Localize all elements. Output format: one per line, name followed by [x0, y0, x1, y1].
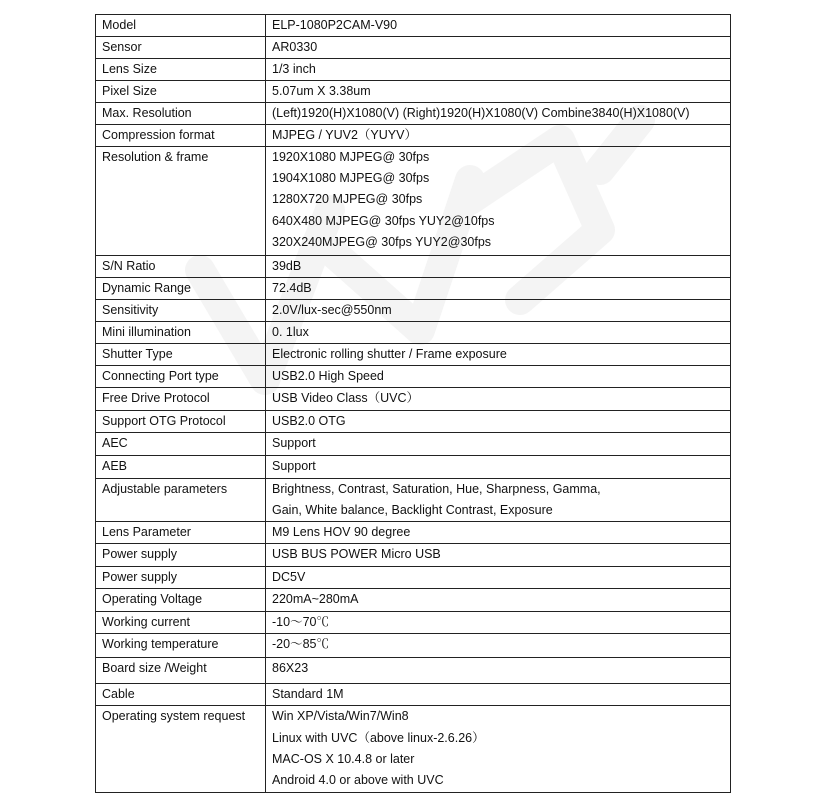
table-row	[96, 125, 731, 147]
table-row	[96, 456, 731, 479]
spec-value	[266, 479, 731, 522]
spec-label: Power supply	[96, 567, 266, 589]
spec-value	[266, 684, 731, 706]
specification-table	[95, 14, 731, 793]
table-row	[96, 147, 731, 256]
spec-value	[266, 300, 731, 322]
spec-label: Mini illumination	[96, 322, 266, 344]
spec-value	[266, 612, 731, 634]
spec-value-line: 220mA~280mA	[272, 592, 359, 607]
spec-value	[266, 256, 731, 278]
spec-value-line: USB2.0 OTG	[272, 414, 346, 428]
spec-value-line: -20～85℃	[272, 637, 329, 652]
table-row	[96, 37, 731, 59]
spec-label: Power supply	[96, 544, 266, 567]
spec-value	[266, 388, 731, 411]
spec-value-line: 320X240MJPEG@ 30fps YUY2@30fps	[272, 234, 492, 249]
spec-value-line: AR0330	[272, 40, 318, 54]
table-row	[96, 479, 731, 522]
spec-value	[266, 433, 731, 456]
spec-value-line: 39dB	[272, 259, 302, 273]
spec-value-line: 1904X1080 MJPEG@ 30fps	[272, 171, 430, 186]
spec-label: Lens Parameter	[96, 522, 266, 544]
table-row	[96, 706, 731, 793]
spec-value	[266, 456, 731, 479]
spec-value	[266, 59, 731, 81]
spec-label: Board size /Weight	[96, 658, 266, 684]
spec-value-line: MJPEG / YUV2（YUYV）	[272, 128, 417, 142]
table-row	[96, 81, 731, 103]
spec-label: Sensitivity	[96, 300, 266, 322]
spec-value	[266, 589, 731, 612]
spec-value-line: 1/3 inch	[272, 62, 316, 76]
spec-value	[266, 278, 731, 300]
spec-label: Pixel Size	[96, 81, 266, 103]
table-row	[96, 684, 731, 706]
table-row	[96, 634, 731, 658]
spec-value	[266, 322, 731, 344]
spec-value-line: 86X23	[272, 661, 309, 676]
spec-value	[266, 544, 731, 567]
spec-label: Operating system request	[96, 706, 266, 793]
spec-label: Model	[96, 15, 266, 37]
table-row	[96, 59, 731, 81]
spec-value-line: Win XP/Vista/Win7/Win8	[272, 709, 409, 724]
table-row	[96, 433, 731, 456]
spec-value-line: ELP-1080P2CAM-V90	[272, 18, 398, 32]
spec-value-line: 640X480 MJPEG@ 30fps YUY2@10fps	[272, 213, 495, 228]
spec-value	[266, 658, 731, 684]
spec-value-line: Support	[272, 459, 316, 473]
table-row	[96, 388, 731, 411]
table-row	[96, 658, 731, 684]
spec-label: Adjustable parameters	[96, 479, 266, 522]
spec-sheet	[95, 14, 730, 793]
table-row	[96, 278, 731, 300]
spec-label: S/N Ratio	[96, 256, 266, 278]
table-row	[96, 256, 731, 278]
spec-value-line: MAC-OS X 10.4.8 or later	[272, 751, 415, 766]
spec-label: Sensor	[96, 37, 266, 59]
spec-label: AEB	[96, 456, 266, 479]
table-row	[96, 522, 731, 544]
spec-label: Connecting Port type	[96, 366, 266, 388]
spec-value	[266, 522, 731, 544]
spec-value-line: USB Video Class（UVC）	[272, 391, 420, 405]
spec-value-line: USB BUS POWER Micro USB	[272, 547, 441, 562]
table-row	[96, 589, 731, 612]
spec-value	[266, 125, 731, 147]
spec-label: Lens Size	[96, 59, 266, 81]
spec-value	[266, 344, 731, 366]
spec-value-line: M9 Lens HOV 90 degree	[272, 525, 411, 540]
spec-value	[266, 706, 731, 793]
spec-label: Dynamic Range	[96, 278, 266, 300]
table-row	[96, 15, 731, 37]
spec-value-line: -10～70℃	[272, 615, 329, 630]
spec-value	[266, 103, 731, 125]
spec-value	[266, 411, 731, 433]
spec-value-line: 72.4dB	[272, 281, 312, 295]
spec-value-line: USB2.0 High Speed	[272, 369, 384, 383]
table-row	[96, 322, 731, 344]
table-row	[96, 567, 731, 589]
spec-label: Shutter Type	[96, 344, 266, 366]
spec-value-line: 5.07um X 3.38um	[272, 84, 371, 98]
spec-label: Working temperature	[96, 634, 266, 658]
spec-value	[266, 567, 731, 589]
spec-value	[266, 634, 731, 658]
spec-value-line: 1280X720 MJPEG@ 30fps	[272, 192, 423, 207]
spec-label: Support OTG Protocol	[96, 411, 266, 433]
spec-value-line: Support	[272, 436, 316, 450]
spec-value-line: (Left)1920(H)X1080(V) (Right)1920(H)X1080(V) Combine3840(H)X1080(V)	[272, 106, 690, 120]
spec-value	[266, 147, 731, 256]
spec-value-line: Android 4.0 or above with UVC	[272, 773, 444, 788]
spec-value	[266, 37, 731, 59]
table-row	[96, 366, 731, 388]
spec-label: Cable	[96, 684, 266, 706]
spec-value	[266, 81, 731, 103]
spec-value-line: Gain, White balance, Backlight Contrast, Exposure	[272, 503, 553, 518]
spec-value-line: 2.0V/lux-sec@550nm	[272, 303, 392, 317]
spec-value-line: DC5V	[272, 570, 306, 585]
table-row	[96, 300, 731, 322]
spec-value-line: 1920X1080 MJPEG@ 30fps	[272, 150, 430, 164]
spec-value	[266, 15, 731, 37]
table-row	[96, 612, 731, 634]
spec-label: Working current	[96, 612, 266, 634]
spec-value-line: 0. 1lux	[272, 325, 309, 339]
table-row	[96, 344, 731, 366]
spec-value-line: Standard 1M	[272, 687, 344, 702]
spec-label: Resolution & frame	[96, 147, 266, 256]
table-row	[96, 411, 731, 433]
spec-label: Max. Resolution	[96, 103, 266, 125]
spec-label: Operating Voltage	[96, 589, 266, 612]
spec-label: Free Drive Protocol	[96, 388, 266, 411]
table-row	[96, 544, 731, 567]
spec-value-line: Electronic rolling shutter / Frame exposure	[272, 347, 507, 361]
spec-value	[266, 366, 731, 388]
spec-value-line: Brightness, Contrast, Saturation, Hue, Sharpness, Gamma,	[272, 482, 601, 496]
spec-label: AEC	[96, 433, 266, 456]
table-row	[96, 103, 731, 125]
spec-value-line: Linux with UVC（above linux-2.6.26）	[272, 730, 485, 745]
spec-label: Compression format	[96, 125, 266, 147]
